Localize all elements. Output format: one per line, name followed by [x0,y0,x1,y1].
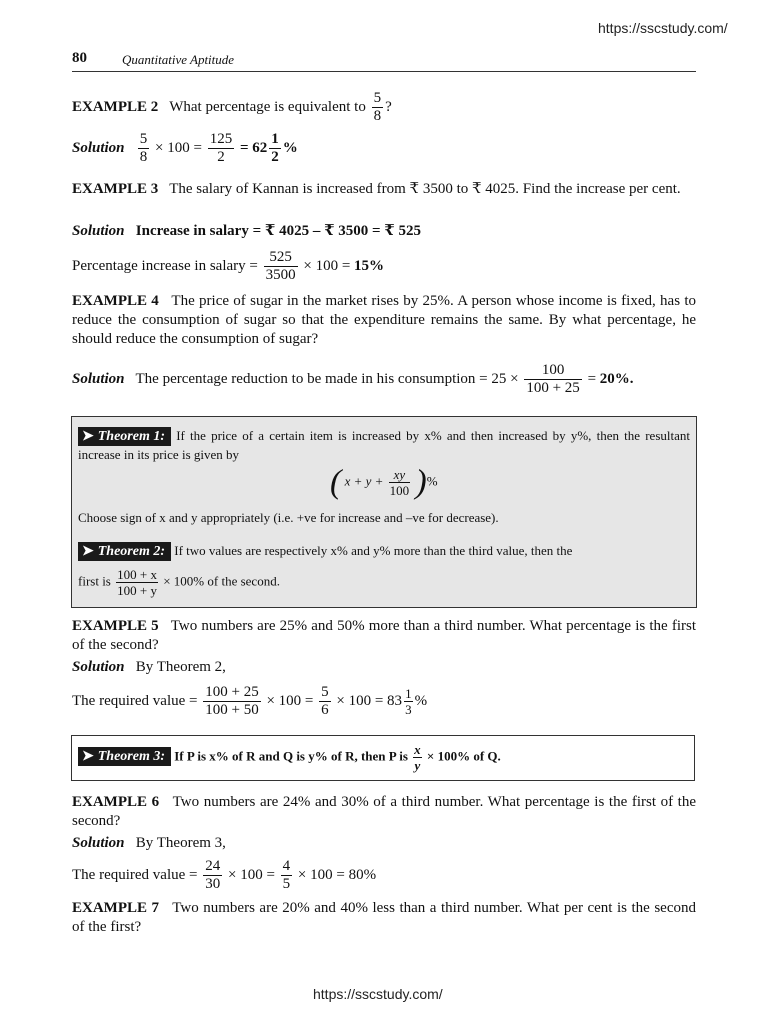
fraction: $\frac{1}{2}$ [271,131,279,165]
arrow-icon: ➤ [82,544,94,559]
theorem-text: If P is x% of R and Q is y% of R, then P is [174,748,408,764]
example-label: EXAMPLE 7 [72,900,160,916]
solution-text: Increase in salary = ₹ 4025 – ₹ 3500 = ₹ 525 [135,223,421,239]
arrow-icon: ➤ [82,429,94,444]
theorem-tag: ➤ Theorem 2: [78,542,171,561]
solution-label: Solution [72,835,125,851]
fraction: $\frac{1}{3}$ [405,686,412,717]
example-question: The salary of Kannan is increased from ₹ 3500 to ₹ 4025. Find the increase per cent. [169,181,681,197]
theorem-3-box [71,735,695,781]
example-6-solution: Solution By Theorem 3, [72,835,226,851]
example-question: What percentage is equivalent to [169,98,366,115]
example-6 [72,793,696,831]
example-question: Two numbers are 25% and 50% more than a third number. What percentage is the first of the second? [72,618,696,653]
example-4 [72,292,696,349]
solution-label: Solution [72,139,125,156]
example-5-required-value: The required value = $\frac{100 + 25}{100 + 50}$ × 100 = $\frac{5}{6}$ × 100 = 83 $\frac{1}{3}$ % [72,684,428,718]
theorem-2 [78,542,572,561]
example-5 [72,617,696,655]
example-label: EXAMPLE 4 [72,293,159,309]
book-title: Quantitative Aptitude [122,52,235,67]
fraction: $\frac{125}{2}$ [209,131,233,165]
top-url[interactable]: https://sscstudy.com/ [598,20,728,36]
theorem-2-formula: first is $\frac{100 + x}{100 + y}$ × 100% of the second. [78,567,280,598]
theorem-1 [78,427,690,463]
example-question: Two numbers are 24% and 30% of a third number. What percentage is the first of the second? [72,794,697,829]
example-label: EXAMPLE 5 [72,618,159,634]
page-number: 80 [72,50,87,66]
fraction: $\frac{24}{30}$ [205,858,221,892]
example-4-solution: Solution The percentage reduction to be made in his consumption = 25 × $\frac{100}{100 + 25}$ = 20%. [72,362,634,396]
percentage-increase-line: Percentage increase in salary = $\frac{525}{3500}$ × 100 = 15% [72,249,385,283]
theorem-box [71,416,697,608]
example-2-solution: Solution $\frac{5}{8}$ × 100 = $\frac{125}{2}$ = 62 $\frac{1}{2}$ % [72,131,298,165]
theorem-tag: ➤ Theorem 1: [78,427,171,446]
fraction: $\frac{100 + 25}{100 + 50}$ [205,684,259,718]
fraction: $\frac{5}{8}$ [139,131,148,165]
example-3 [72,180,696,199]
fraction: $\frac{x}{y}$ [414,742,421,773]
solution-label: Solution [72,659,125,675]
example-question: Two numbers are 20% and 40% less than a third number. What per cent is the second of the first? [72,900,696,935]
example-6-required-value: The required value = $\frac{24}{30}$ × 100 = $\frac{4}{5}$ × 100 = 80% [72,858,377,892]
solution-label: Solution [72,223,125,239]
example-label: EXAMPLE 6 [72,794,160,810]
theorem-1-formula: ( x + y + $\frac{xy}{100}$ )% [330,463,438,501]
header-rule [72,71,696,72]
fraction: $\frac{100 + x}{100 + y}$ [117,567,157,598]
example-question: The price of sugar in the market rises by 25%. A person whose income is fixed, has to reduce the consumption of sugar so that the expenditure remains the same. By what percentage, he should reduce the consumption of sugar? [72,293,697,347]
arrow-icon: ➤ [82,749,94,765]
fraction: $\frac{525}{3500}$ [265,249,296,283]
bottom-url[interactable]: https://sscstudy.com/ [313,986,443,1002]
solution-label: Solution [72,370,125,387]
theorem-tag: ➤ Theorem 3: [78,747,171,766]
example-3-solution [72,221,421,240]
fraction: $\frac{4}{5}$ [282,858,291,892]
fraction: $\frac{100}{100 + 25}$ [526,362,580,396]
fraction: $\frac{5}{6}$ [321,684,329,718]
example-label: EXAMPLE 2 [72,98,159,115]
example-5-solution: Solution By Theorem 2, [72,659,226,675]
fraction: $\frac{xy}{100}$ [389,467,410,498]
example-label: EXAMPLE 3 [72,181,159,197]
example-7 [72,899,696,937]
theorem-1-note: Choose sign of x and y appropriately (i.e. +ve for increase and –ve for decrease). [78,510,499,525]
theorem-text: If two values are respectively x% and y% more than the third value, then the [174,543,573,558]
theorem-text: If the price of a certain item is increased by x% and then increased by y%, then the resultant increase in its price is given by [78,428,690,462]
fraction: $\frac{5}{8}$ [373,90,382,124]
theorem-3: ➤ Theorem 3: If P is x% of R and Q is y% of R, then P is $\frac{x}{y}$ × 100% of Q. [78,742,501,773]
example-2: EXAMPLE 2 What percentage is equivalent to $\frac{5}{8}$ ? [72,90,392,124]
